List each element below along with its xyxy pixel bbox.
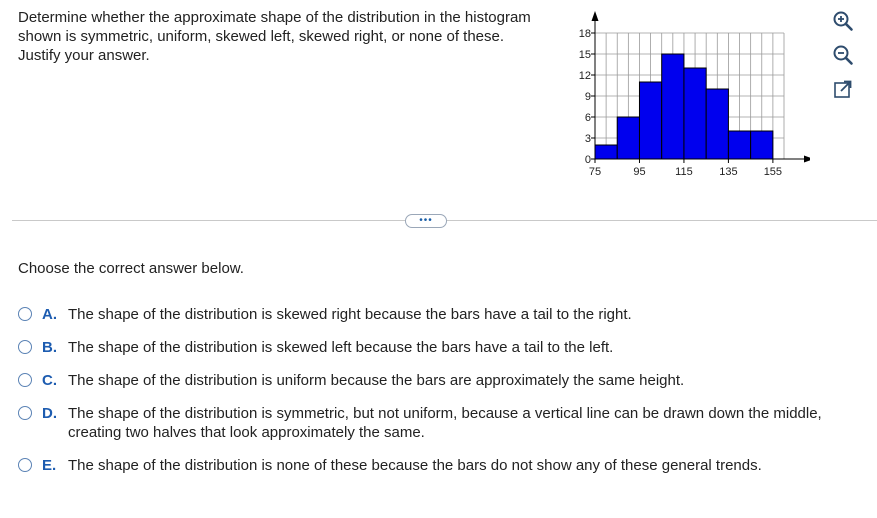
y-tick-label: 12: [578, 70, 591, 82]
choice-text: The shape of the distribution is skewed right because the bars have a tail to the right.: [68, 306, 632, 323]
zoom-out-icon: [832, 44, 854, 66]
answer-prompt: Choose the correct answer below.: [18, 260, 244, 277]
zoom-in-icon: [832, 10, 854, 32]
y-tick-label: 0: [584, 154, 591, 166]
choice-a[interactable]: [18, 305, 858, 324]
histogram-bar: [751, 131, 773, 159]
question-text: Determine whether the approximate shape of the distribution in the histogram shown is symmetric, uniform, skewed left, skewed right, or none of these. Justify your answer.: [18, 9, 531, 64]
x-tick-label: 135: [719, 166, 738, 178]
zoom-out-button[interactable]: [830, 42, 856, 68]
y-tick-label: 3: [584, 133, 591, 145]
radio-button[interactable]: [18, 340, 32, 354]
choice-text: The shape of the distribution is none of these because the bars do not show any of these general trends.: [68, 457, 762, 474]
histogram-bar: [684, 68, 706, 159]
histogram-bar: [639, 82, 661, 159]
choice-letter: D.: [42, 405, 57, 422]
histogram-bar: [662, 54, 684, 159]
toolbar: [830, 8, 860, 110]
choice-letter: A.: [42, 306, 57, 323]
x-tick-label: 75: [588, 166, 602, 178]
popout-button[interactable]: [830, 76, 856, 102]
choice-d[interactable]: [18, 404, 858, 442]
x-tick-label: 95: [633, 166, 646, 178]
y-tick-label: 18: [578, 28, 591, 40]
answer-choices: [18, 305, 858, 489]
y-tick-label: 6: [584, 112, 591, 124]
zoom-in-button[interactable]: [830, 8, 856, 34]
x-axis-arrow: [804, 156, 810, 163]
histogram: [560, 8, 810, 188]
choice-c[interactable]: [18, 371, 858, 390]
y-tick-label: 9: [584, 91, 591, 103]
choice-letter: B.: [42, 339, 57, 356]
choice-b[interactable]: [18, 338, 858, 357]
histogram-bar: [617, 117, 639, 159]
choice-letter: E.: [42, 457, 57, 474]
y-tick-label: 15: [578, 49, 591, 61]
histogram-bar: [595, 145, 617, 159]
choice-text: The shape of the distribution is skewed left because the bars have a tail to the left.: [68, 339, 614, 356]
choice-letter: C.: [42, 372, 57, 389]
choice-text: The shape of the distribution is uniform because the bars are approximately the same height.: [68, 372, 685, 389]
popout-icon: [833, 79, 853, 99]
more-button[interactable]: •••: [405, 214, 447, 228]
choice-text: The shape of the distribution is symmetric, but not uniform, because a vertical line can be drawn down the middle, creating two halves that look approximately the same.: [68, 405, 822, 441]
radio-button[interactable]: [18, 307, 32, 321]
radio-button[interactable]: [18, 458, 32, 472]
histogram-bar: [728, 131, 750, 159]
x-tick-label: 115: [675, 166, 693, 178]
histogram-bar: [706, 89, 728, 159]
choice-e[interactable]: [18, 456, 858, 475]
y-axis-arrow: [592, 11, 599, 21]
x-tick-label: 155: [763, 166, 783, 178]
radio-button[interactable]: [18, 373, 32, 387]
radio-button[interactable]: [18, 406, 32, 420]
